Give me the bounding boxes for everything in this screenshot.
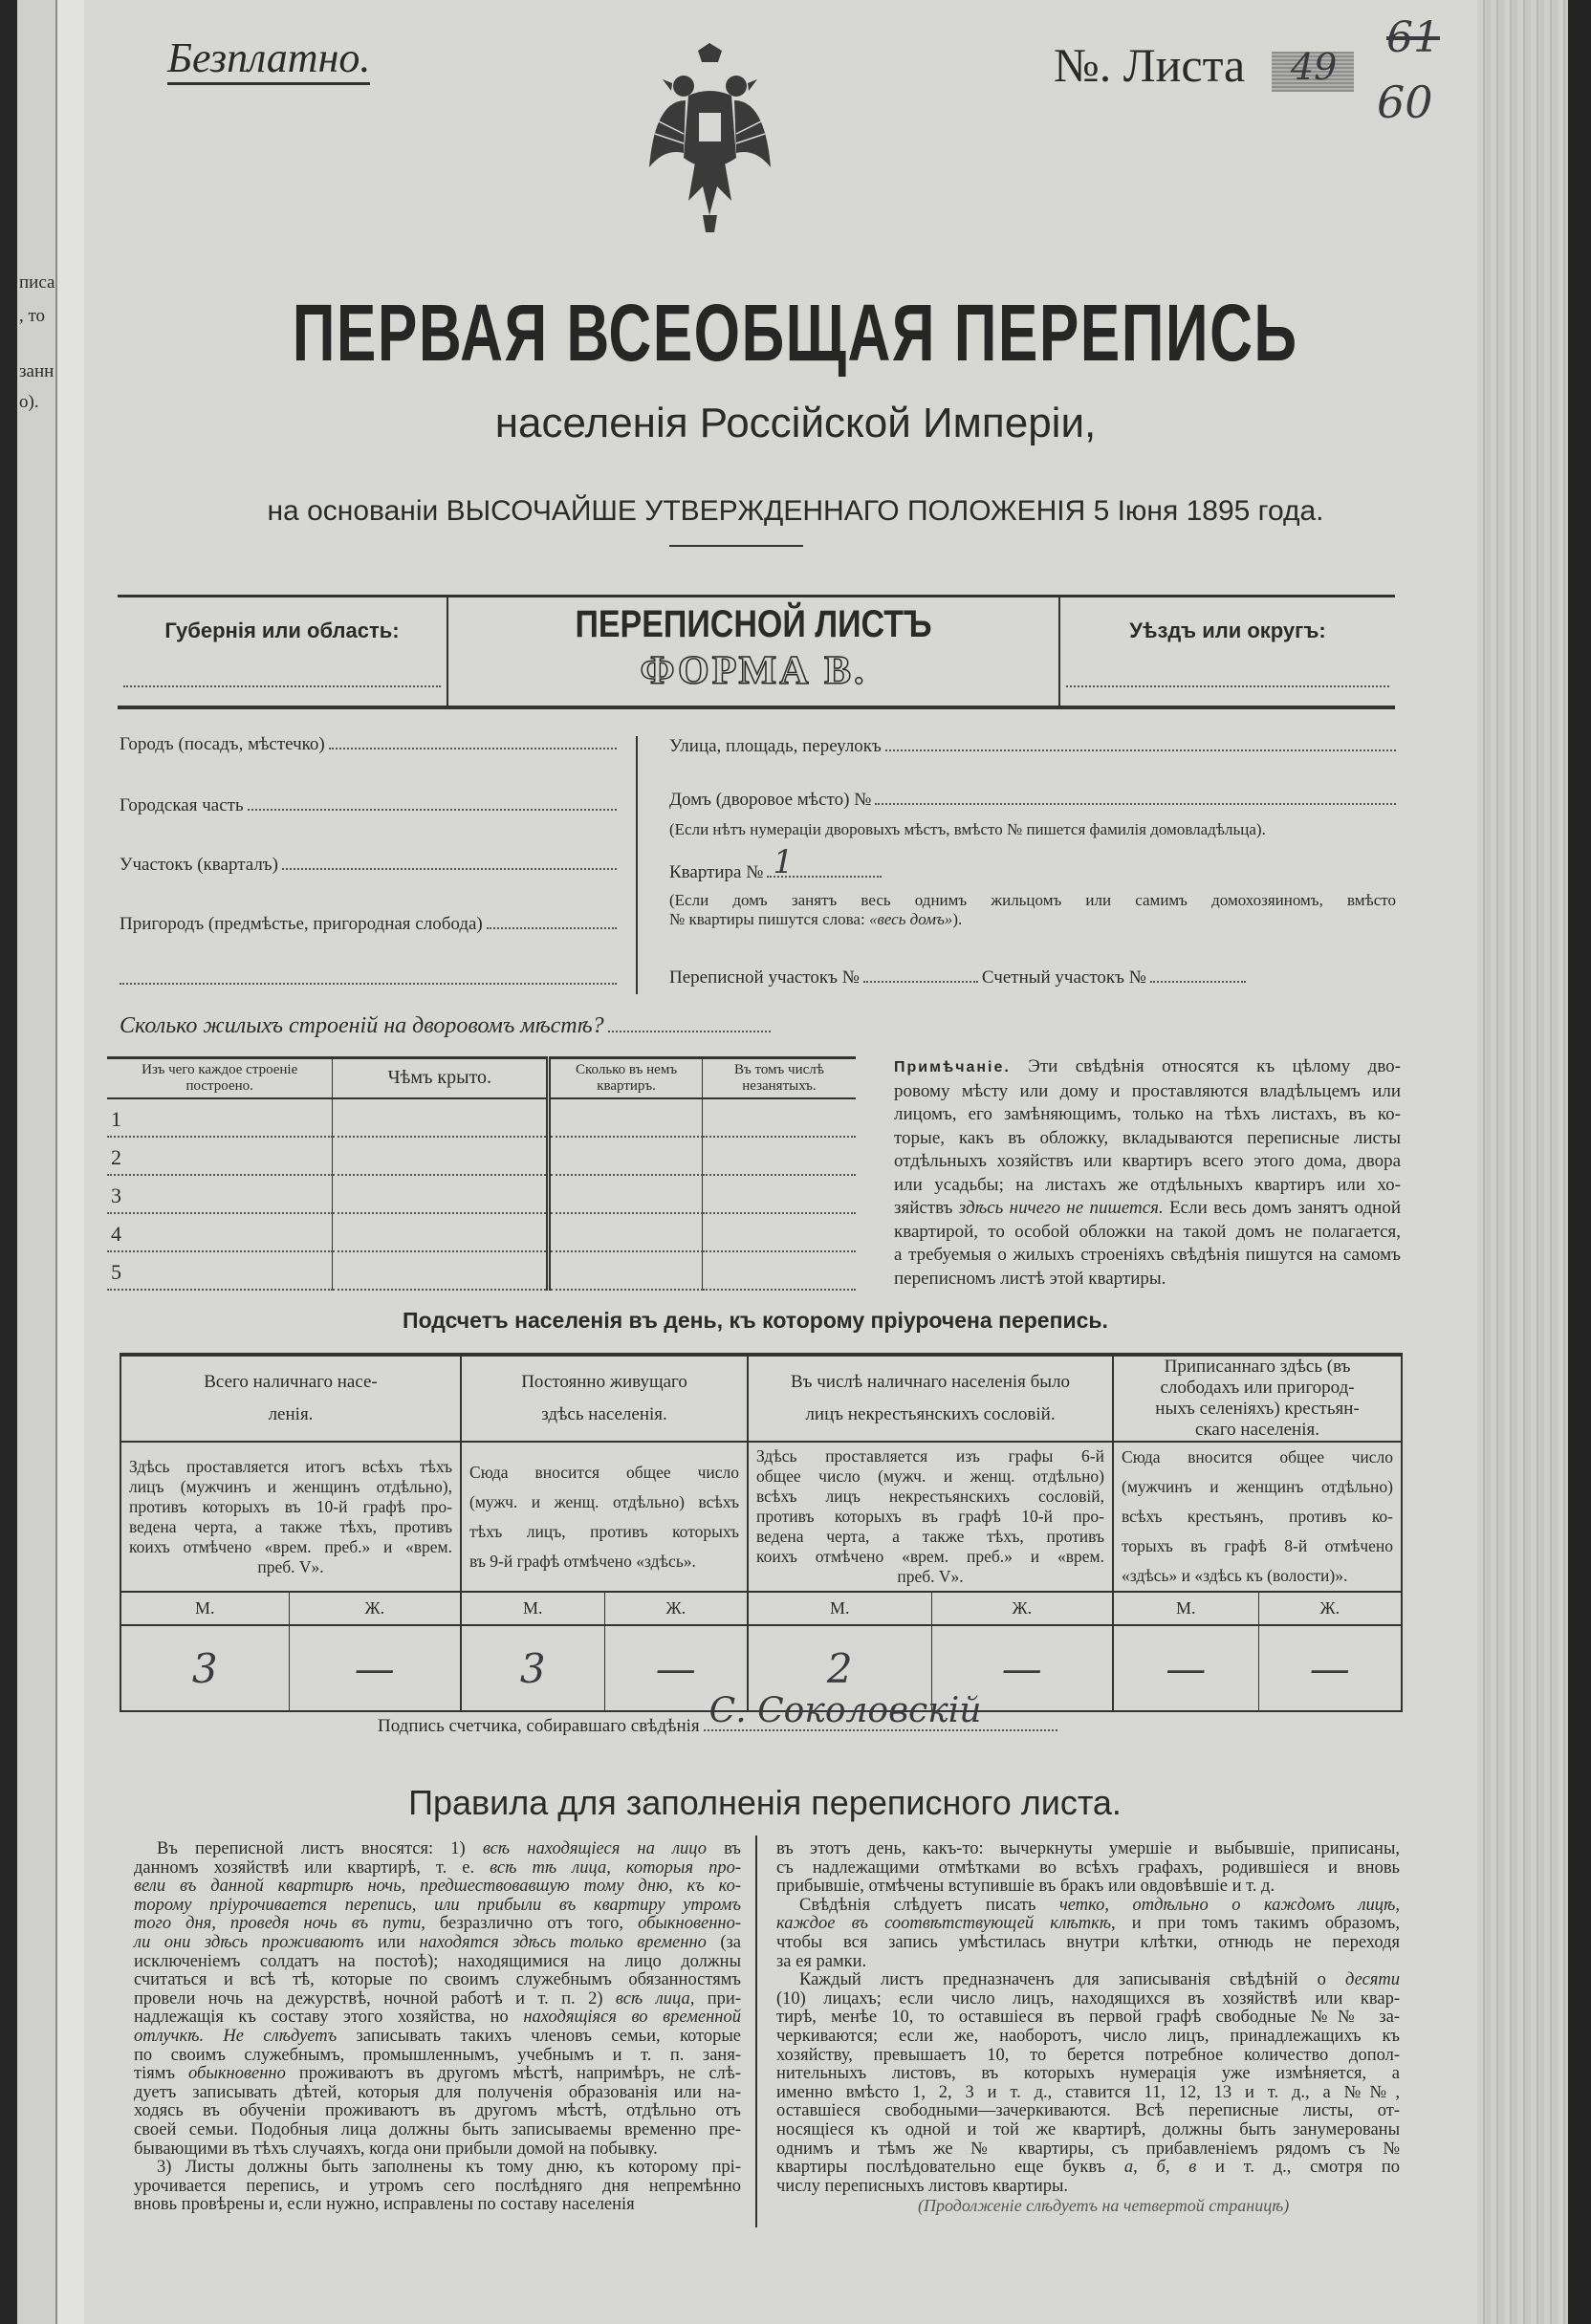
apartment-value: 1: [773, 843, 794, 881]
rules-column-divider: [755, 1835, 757, 2227]
city-field[interactable]: [120, 734, 617, 795]
province-label: Губернія или область:: [164, 619, 400, 642]
table-cell[interactable]: [107, 1251, 333, 1290]
note-block: [894, 1055, 1401, 1291]
female-count[interactable]: —: [1309, 1644, 1350, 1692]
paragraph: [134, 2159, 741, 2215]
suburb-label: Пригородъ (предмѣстье, пригородная слобода): [120, 914, 483, 934]
folio-number-crossed: 61: [1386, 13, 1440, 62]
signature-line[interactable]: [704, 1691, 1057, 1731]
text-line: того дня, проведя ночь въ пути, безразлично отъ того, обыкновенно-: [134, 1914, 741, 1934]
population-column-description: [748, 1442, 1113, 1592]
row-number: 4: [111, 1221, 121, 1246]
text-line: Свѣдѣнія слѣдуетъ писать четко, отдѣльно о каждомъ лицѣ,: [799, 1895, 1401, 1915]
sheet-number-value: 49: [1291, 46, 1338, 88]
page-title: ПЕРВАЯ ВСЕОБЩАЯ ПЕРЕПИСЬ: [293, 288, 1298, 378]
text-line: бывающими въ тѣхъ случаяхъ, когда они прибыли домой на побывку.: [134, 2139, 658, 2159]
table-cell[interactable]: [549, 1098, 703, 1137]
buildings-count-input[interactable]: [608, 1031, 771, 1032]
text-line: коихъ отмѣчено «врем. преб.» и «врем.: [129, 1536, 453, 1556]
sheet-title-block: [448, 597, 1058, 694]
population-column-header: [461, 1355, 748, 1442]
male-header: М.: [461, 1592, 604, 1625]
text-line: преб. V».: [897, 1567, 964, 1586]
text-line: въ 9-й графѣ отмѣчено «здѣсь».: [469, 1551, 696, 1571]
table-cell[interactable]: [107, 1213, 333, 1251]
text-line: торому пріурочивается перепись, или прибыли въ квартиру утромъ: [134, 1895, 741, 1915]
table-cell[interactable]: [549, 1213, 703, 1251]
text-line: вновь провѣрены и, если нужно, исправлены по составу населенія: [134, 2195, 635, 2215]
text-line: по своимъ служебнымъ, промышленнымъ, учебнымъ и т. п. заня-: [134, 2045, 741, 2065]
text-line: ленія.: [268, 1404, 314, 1424]
text-line: провели ночь на дежурствѣ, ночной работѣ и т. п. 2) всѣ лица, при-: [134, 1988, 741, 2009]
female-header: Ж.: [289, 1592, 461, 1625]
text-line: именно вмѣсто 1, 2, 3 и т. д., ставится 11, 12, 13 и т. д., а №№,: [776, 2082, 1400, 2102]
house-input-line[interactable]: [875, 803, 1396, 805]
district-numbers: [669, 967, 1396, 988]
table-cell[interactable]: [333, 1213, 549, 1251]
paragraph: [776, 1971, 1400, 2196]
text-line: Каждый листъ предназначенъ для записыванія свѣдѣній о десяти: [799, 1970, 1400, 1990]
table-cell[interactable]: [702, 1213, 856, 1251]
text-line: исключеніемъ солдатъ на постоѣ); находящимися на лицо должны: [134, 1951, 741, 1971]
house-note: (Если нѣтъ нумераціи дворовыхъ мѣстъ, вмѣсто № пишется фамилія домовладѣльца).: [669, 820, 1266, 838]
female-header: Ж.: [931, 1592, 1113, 1625]
male-header: М.: [1113, 1592, 1258, 1625]
text-line: за ея рамки.: [776, 1951, 867, 1971]
text-line: торыхъ въ графѣ 8-й отмѣчено: [1122, 1536, 1394, 1555]
buildings-question: Сколько жилыхъ строеній на дворовомъ мѣстѣ?: [120, 1013, 604, 1038]
text-line: ровому мѣсту или дому и проставляются владѣльцемъ или: [894, 1080, 1401, 1101]
sheet-number-label: №. Листа: [1054, 38, 1246, 92]
fragment-text: о).: [19, 392, 39, 412]
text-line: Приписаннаго здѣсь (въ: [1164, 1357, 1351, 1377]
text-line: ныхъ селеніяхъ) крестьян-: [1155, 1399, 1360, 1419]
district-field[interactable]: [1058, 597, 1395, 706]
text-line: считаться и всѣ тѣ, которые по своимъ служебнымъ обязанностямъ: [134, 1970, 741, 1990]
text-line: № квартиры пишутся слова: «весь домъ»).: [669, 910, 963, 928]
text-line: въ этотъ день, какъ-то: вычеркнуты умершіе и выбывшіе, приписаны,: [776, 1839, 1400, 1858]
signature-field[interactable]: [378, 1691, 1057, 1737]
street-field[interactable]: [669, 736, 1396, 790]
population-title: Подсчетъ населенія въ день, къ которому пріурочена перепись.: [403, 1308, 1108, 1333]
form-name: ФОРМА В.: [640, 649, 867, 693]
text-line: лицомъ, его замѣняющимъ, только на тѣхъ листахъ, въ ко-: [894, 1104, 1401, 1124]
text-line: Въ числѣ наличнаго населенія было: [790, 1372, 1071, 1392]
table-cell[interactable]: [702, 1251, 856, 1290]
city-part-field[interactable]: [120, 795, 617, 855]
street-label: Улица, площадь, переулокъ: [669, 736, 882, 756]
text-line: урочивается перепись, и утромъ сего послѣдняго дня непремѣнно: [134, 2176, 741, 2196]
text-line: 3) Листы должны быть заполнены къ тому дню, къ которому прі-: [157, 2158, 741, 2178]
female-header: Ж.: [1258, 1592, 1402, 1625]
note-first-line: Эти свѣдѣнія относятся къ цѣлому дво-: [1028, 1056, 1402, 1076]
population-column-header: [748, 1355, 1113, 1442]
blank-input-line[interactable]: [120, 977, 617, 985]
house-label: Домъ (дворовое мѣсто) №: [669, 790, 872, 810]
text-line: данномъ хозяйствѣ или квартирѣ, т. е. всѣ тѣ лица, которыя про-: [134, 1857, 741, 1878]
continuation-note: (Продолженіе слѣдуетъ на четвертой страницѣ): [918, 2196, 1290, 2215]
table-cell[interactable]: [333, 1137, 549, 1175]
text-line: Постоянно живущаго: [521, 1372, 687, 1392]
buildings-question-field[interactable]: [120, 1013, 856, 1039]
table-row: [107, 1098, 856, 1137]
count-district-label: Счетный участокъ №: [981, 967, 1146, 988]
text-line: нительныхъ листовъ, въ которыхъ нумерація уже измѣняется, а: [776, 2064, 1400, 2084]
text-line: отдѣльныхъ хозяйствъ или квартиръ всего этого дома, двора: [894, 1151, 1401, 1171]
text-line: торые, какъ въ обложку, вкладываются переписные листы: [894, 1127, 1401, 1148]
text-line: зяйствъ здѣсь ничего не пишется. Если весь домъ занятъ одной: [894, 1198, 1401, 1218]
column-header: Въ томъ числѣ незанятыхъ.: [733, 1061, 824, 1094]
female-header: Ж.: [604, 1592, 748, 1625]
text-line: тѣхъ лицъ, противъ которыхъ: [469, 1521, 740, 1541]
address-divider: [636, 736, 638, 994]
text-line: [894, 1055, 1401, 1080]
province-input-line[interactable]: [123, 685, 441, 687]
column-header: Сколько въ немъ квартиръ.: [549, 1058, 703, 1098]
table-cell[interactable]: [549, 1175, 703, 1213]
note-label: Примѣчаніе.: [894, 1059, 1011, 1075]
text-line: Всего наличнаго насе-: [204, 1372, 378, 1392]
text-line: всѣхъ крестьянъ, противъ ко-: [1122, 1507, 1394, 1526]
city-label: Городъ (посадъ, мѣстечко): [120, 734, 325, 754]
form-header-box: [118, 595, 1395, 709]
fragment-text: писа: [19, 272, 55, 293]
census-district-input[interactable]: [863, 981, 978, 983]
address-left: [120, 734, 617, 990]
text-line: каждое въ соотвѣтствующей клѣткѣ, и при томъ такимъ образомъ,: [776, 1914, 1400, 1934]
text-line: а требуемыя о жилыхъ строеніяхъ свѣдѣнія пишутся на самомъ: [894, 1245, 1401, 1265]
column-header: Чѣмъ крыто.: [333, 1058, 549, 1098]
text-line: прибывшіе, отмѣчены вступившіе въ бракъ или овдовѣвшіе и т. д.: [776, 1877, 1275, 1897]
text-line: (мужч. и женщ. отдѣльно) всѣхъ: [469, 1491, 740, 1511]
text-line: Здѣсь проставляется итогъ всѣхъ тѣхъ: [129, 1456, 453, 1476]
text-line: противъ которыхъ въ 10-й графѣ про-: [129, 1496, 453, 1516]
fragment-text: занн: [19, 361, 54, 381]
text-line: отлучкѣ. Не слѣдуетъ записывать такихъ членовъ семьи, которые: [134, 2026, 741, 2046]
male-header: М.: [120, 1592, 289, 1625]
sheet-title: ПЕРЕПИСНОЙ ЛИСТЪ: [575, 603, 932, 645]
female-count[interactable]: —: [354, 1644, 395, 1692]
buildings-table: [107, 1056, 856, 1291]
page-subtitle: населенія Россійской Имперіи,: [494, 400, 1097, 446]
fragment-text: , то: [19, 306, 46, 326]
male-header: М.: [748, 1592, 931, 1625]
signature-label: Подпись счетчика, собиравшаго свѣдѣнія: [378, 1716, 700, 1736]
table-cell[interactable]: [549, 1251, 703, 1290]
population-column-description: [461, 1442, 748, 1592]
text-line: лицъ (мужчинъ и женщинъ отдѣльно),: [129, 1476, 453, 1496]
text-line: общее число (мужч. и женщ. отдѣльно): [756, 1466, 1105, 1486]
table-cell[interactable]: [702, 1098, 856, 1137]
text-line: тирѣ, менѣе 10, то оставшіеся въ первой графѣ свободные №№ за-: [776, 2008, 1400, 2028]
population-column-header: [1113, 1355, 1402, 1442]
population-column-description: [1113, 1442, 1402, 1592]
table-cell[interactable]: [702, 1137, 856, 1175]
district-input-line[interactable]: [1066, 685, 1389, 687]
precinct-field[interactable]: [120, 855, 617, 914]
text-line: надлежащія къ составу этого хозяйства, но находящіяся во временной: [134, 2008, 741, 2028]
table-cell[interactable]: [549, 1137, 703, 1175]
table-cell[interactable]: [333, 1175, 549, 1213]
apartment-input-line[interactable]: [767, 843, 882, 881]
text-line: съ надлежащими отмѣтками во всѣхъ графахъ, родившіеся и вновь: [776, 1857, 1400, 1878]
text-line: или усадьбы; на листахъ же отдѣльныхъ квартиръ или хо-: [894, 1174, 1401, 1195]
paragraph: [776, 1897, 1400, 1971]
precinct-input-line[interactable]: [282, 868, 617, 870]
male-count[interactable]: 3: [191, 1644, 218, 1692]
census-district-label: Переписной участокъ №: [669, 967, 860, 988]
signature-value: С. Соколовскій: [708, 1691, 982, 1730]
text-line: хозяйству, превышаетъ 10, то берется потребное количество допол-: [776, 2045, 1400, 2065]
text-line: дуетъ записывать дѣтей, которыя для полученія образованія или на-: [134, 2082, 741, 2102]
apartment-label: Квартира №: [669, 862, 764, 882]
text-line: всѣхъ лицъ некрестьянскихъ сословій,: [756, 1487, 1105, 1506]
table-cell[interactable]: [107, 1175, 333, 1213]
folio-number: 60: [1377, 76, 1433, 128]
population-column-description: [120, 1442, 461, 1592]
title-wrap: [0, 287, 1591, 380]
text-line: переписномъ листѣ этой квартиры.: [894, 1268, 1166, 1289]
rules-title: Правила для заполненія переписного листа.: [408, 1783, 1122, 1822]
text-line: ходясь въ обученіи проживаютъ въ другомъ мѣстѣ, отдѣльно отъ: [134, 2101, 741, 2121]
table-row: [107, 1175, 856, 1213]
house-field[interactable]: [669, 790, 1396, 820]
text-line: преб. V».: [257, 1556, 324, 1576]
apartment-field[interactable]: [669, 843, 1396, 891]
text-line: (мужчинъ и женщинъ отдѣльно): [1122, 1477, 1394, 1496]
text-line: здѣсь населенія.: [541, 1404, 667, 1424]
text-line: Въ переписной листъ вносятся: 1) всѣ находящіеся на лицо въ: [157, 1839, 741, 1858]
text-line: ведена черта, а также тѣхъ, противъ: [129, 1516, 453, 1536]
text-line: слободахъ или пригород-: [1160, 1378, 1355, 1398]
precinct-label: Участокъ (кварталъ): [120, 855, 278, 875]
imperial-eagle-emblem: [645, 43, 774, 234]
female-count[interactable]: —: [655, 1644, 696, 1692]
text-line: своей семьи. Подобныя лица должны быть записываемы временно пре-: [134, 2119, 741, 2139]
table-header-row: [107, 1058, 856, 1098]
table-cell[interactable]: [333, 1251, 549, 1290]
row-number: 2: [111, 1144, 121, 1169]
city-part-label: Городская часть: [120, 795, 244, 815]
sheet-number-box: [1272, 46, 1354, 92]
free-of-charge-label: Безплатно.: [167, 36, 370, 85]
text-line: оставшіеся свободными—зачеркиваются. Всѣ переписные листы, от-: [776, 2101, 1400, 2121]
text-line: числу переписныхъ листовъ квартиры.: [776, 2176, 1069, 2196]
text-line: Здѣсь проставляется изъ графы 6-й: [756, 1446, 1105, 1466]
row-number: 3: [111, 1183, 121, 1207]
province-field[interactable]: [118, 597, 448, 706]
text-line: квартирой, то особой обложки на такой домъ не полагается,: [894, 1221, 1401, 1242]
text-line: чтобы вся запись умѣстилась внутри клѣтки, отнюдь не переходя: [776, 1932, 1400, 1952]
text-line: черкиваются; если же, наоборотъ, число лицъ, принадлежащихъ къ: [776, 2026, 1400, 2046]
text-line: однимъ и тѣмъ же № квартиры, съ прибавленіемъ рядомъ съ №: [776, 2139, 1400, 2159]
apartment-note: [669, 891, 1396, 967]
row-number: 1: [111, 1106, 121, 1131]
rules-right-column: [776, 1840, 1400, 2196]
text-line: носящіеся къ одной и той же квартирѣ, должны быть занумерованы: [776, 2119, 1400, 2139]
street-input-line[interactable]: [885, 749, 1396, 751]
table-row: [107, 1213, 856, 1251]
male-count[interactable]: —: [1166, 1644, 1207, 1692]
text-line: лицъ некрестьянскихъ сословій.: [805, 1404, 1056, 1424]
table-row: [107, 1137, 856, 1175]
suburb-input-line[interactable]: [487, 927, 617, 929]
text-line: (Если домъ занятъ весь однимъ жильцомъ или самимъ домохозяиномъ, вмѣсто: [669, 891, 1396, 909]
male-count[interactable]: 2: [826, 1644, 853, 1692]
table-cell[interactable]: [107, 1137, 333, 1175]
text-line: квартиры послѣдовательно еще буквъ а, б, в и т. д., смотря по: [776, 2158, 1400, 2178]
city-input-line[interactable]: [329, 748, 617, 749]
paragraph: [776, 1840, 1400, 1897]
population-table: [120, 1353, 1403, 1712]
text-line: противъ которыхъ въ графѣ 10-й про-: [756, 1507, 1105, 1526]
male-count[interactable]: 3: [519, 1644, 546, 1692]
text-line: Сюда вносится общее число: [469, 1462, 740, 1482]
population-column-header: [120, 1355, 461, 1442]
divider: [669, 545, 803, 547]
text-line: ведена черта, а также тѣхъ, противъ: [756, 1527, 1105, 1546]
paragraph: [134, 1840, 741, 2159]
text-line: тіямъ обыкновенно проживаютъ въ другомъ мѣстѣ, напримѣръ, не слѣ-: [134, 2064, 741, 2084]
text-line: ли они здѣсь проживаютъ или находятся здѣсь только временно (за: [134, 1932, 741, 1952]
table-cell[interactable]: [333, 1098, 549, 1137]
text-line: «здѣсь» и «здѣсь къ (волости)».: [1122, 1566, 1348, 1585]
rules-left-column: [134, 1840, 741, 2215]
city-part-input-line[interactable]: [248, 809, 617, 811]
district-label: Уѣздъ или округъ:: [1129, 619, 1326, 642]
table-cell[interactable]: [107, 1098, 333, 1137]
column-header: Изъ чего каждое строеніе построено.: [107, 1058, 333, 1098]
row-number: 5: [111, 1259, 121, 1284]
suburb-field[interactable]: [120, 914, 617, 969]
text-line: (10) лицахъ; если число лицъ, находящихся въ хозяйствѣ или квар-: [776, 1988, 1400, 2009]
address-right: [669, 736, 1396, 988]
female-count[interactable]: —: [1001, 1644, 1042, 1692]
text-line: коихъ отмѣчено «врем. преб.» и «врем.: [756, 1547, 1105, 1566]
text-line: скаго населенія.: [1195, 1420, 1319, 1440]
table-cell[interactable]: [702, 1175, 856, 1213]
legal-basis: на основаніи ВЫСОЧАЙШЕ УТВЕРЖДЕННАГО ПОЛОЖЕНІЯ 5 Іюня 1895 года.: [267, 495, 1324, 527]
table-row: [107, 1251, 856, 1290]
text-line: Сюда вносится общее число: [1122, 1447, 1394, 1466]
text-line: вели въ данной квартирѣ ночь, предшествовавшую тому дню, къ ко-: [134, 1877, 741, 1897]
count-district-input[interactable]: [1150, 981, 1246, 983]
